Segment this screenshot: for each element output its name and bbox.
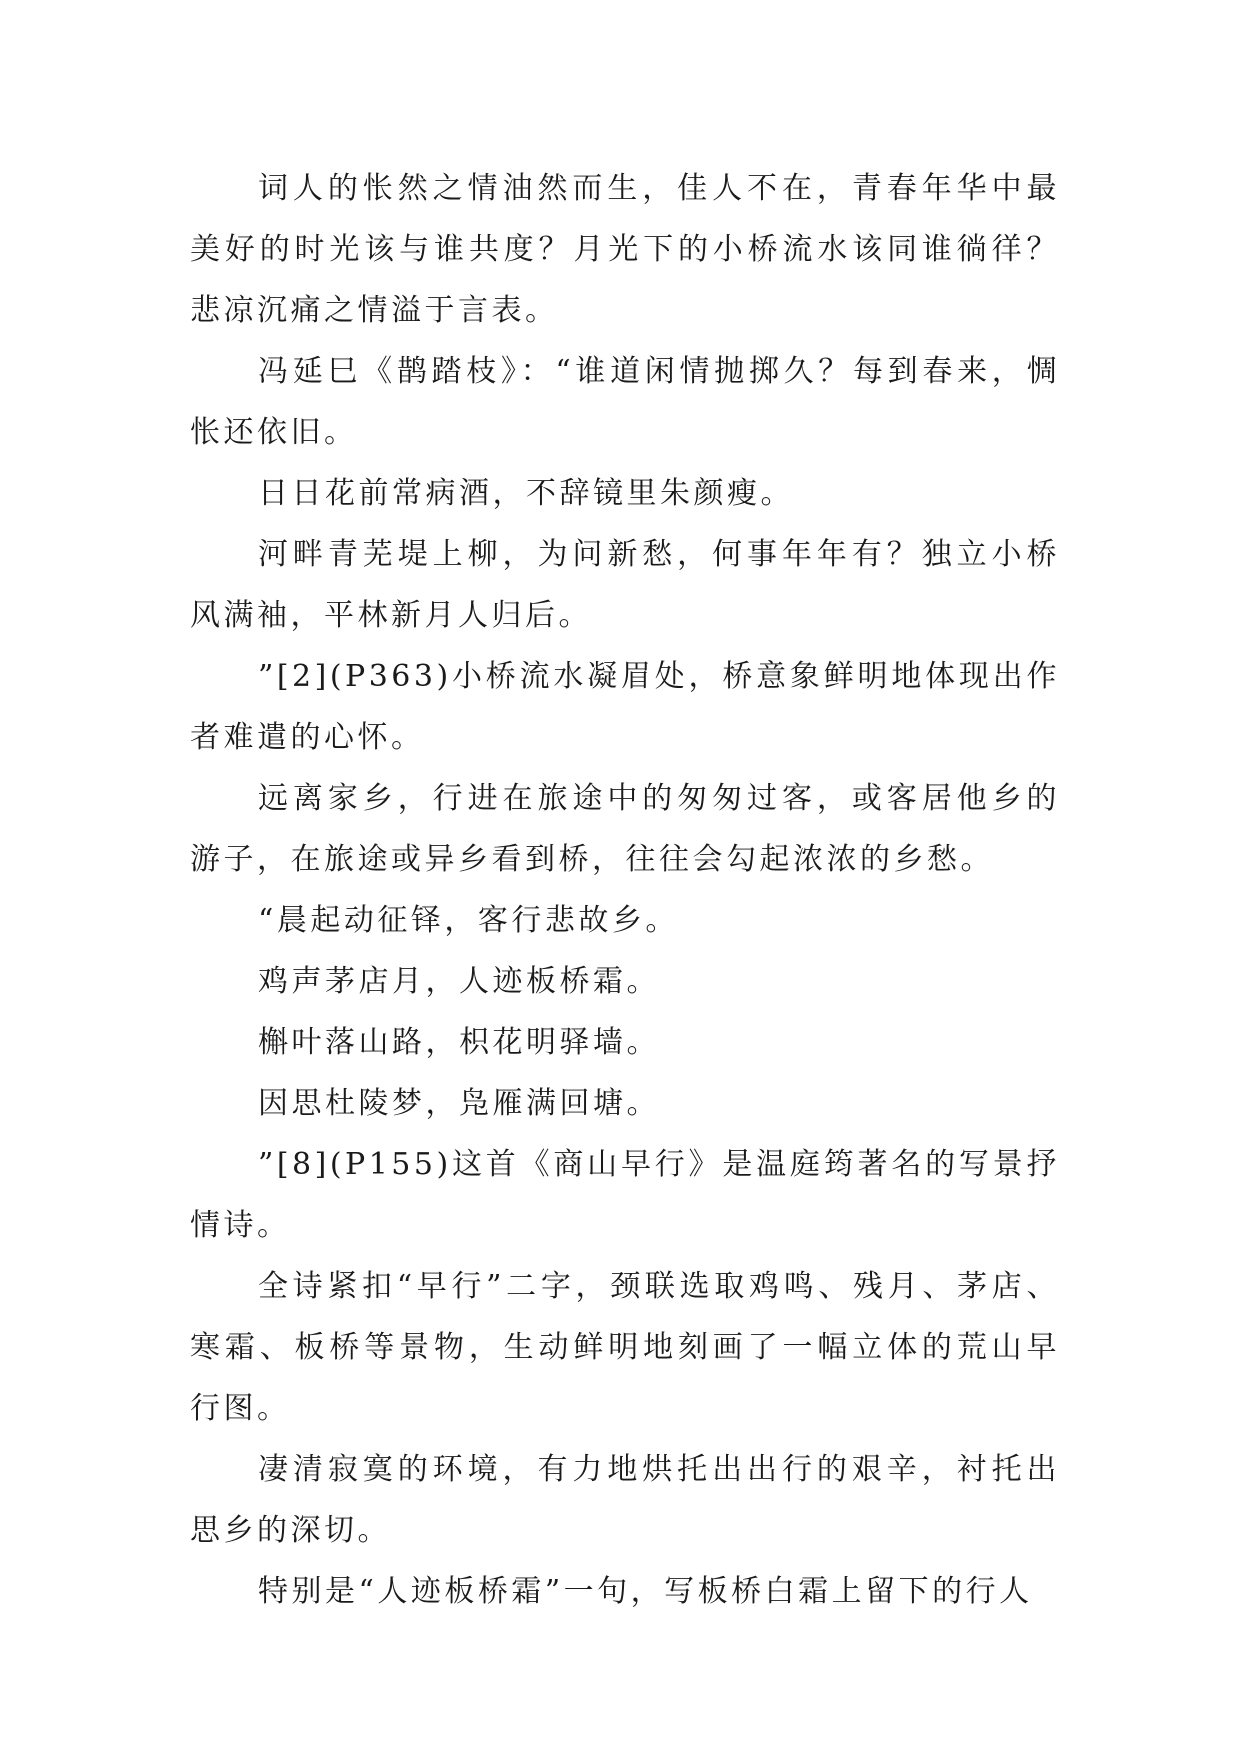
paragraph: 词人的怅然之情油然而生，佳人不在，青春年华中最美好的时光该与谁共度？月光下的小桥流水该同谁徜徉？悲凉沉痛之情溢于言表。 [190, 171, 1060, 328]
paragraph: 冯延巳《鹊踏枝》：“谁道闲情抛掷久？每到春来，惆怅还依旧。 [190, 354, 1060, 450]
paragraph: “晨起动征铎，客行悲故乡。 [258, 903, 679, 938]
paragraph: 全诗紧扣“早行”二字，颈联选取鸡鸣、残月、茅店、寒霜、板桥等景物，生动鲜明地刻画了一幅立体的荒山早行图。 [190, 1269, 1060, 1426]
paragraph: ”[8](P155)这首《商山早行》是温庭筠著名的写景抒情诗。 [190, 1147, 1060, 1243]
paragraph: 因思杜陵梦，凫雁满回塘。 [258, 1086, 660, 1121]
paragraph: 日日花前常病酒，不辞镜里朱颜瘦。 [258, 476, 794, 511]
paragraph: 特别是“人迹板桥霜”一句，写板桥白霜上留下的行人 [258, 1574, 1033, 1609]
paragraph: 鸡声茅店月，人迹板桥霜。 [258, 964, 660, 999]
paragraph: 河畔青芜堤上柳，为问新愁，何事年年有？独立小桥风满袖，平林新月人归后。 [190, 537, 1060, 633]
paragraph: ”[2](P363)小桥流水凝眉处，桥意象鲜明地体现出作者难遣的心怀。 [190, 659, 1060, 755]
paragraph: 远离家乡，行进在旅途中的匆匆过客，或客居他乡的游子，在旅途或异乡看到桥，往往会勾起浓浓的乡愁。 [190, 781, 1060, 877]
document-body [190, 158, 1060, 1622]
paragraph: 槲叶落山路，枳花明驿墙。 [258, 1025, 660, 1060]
paragraph: 凄清寂寞的环境，有力地烘托出出行的艰辛，衬托出思乡的深切。 [190, 1452, 1060, 1548]
